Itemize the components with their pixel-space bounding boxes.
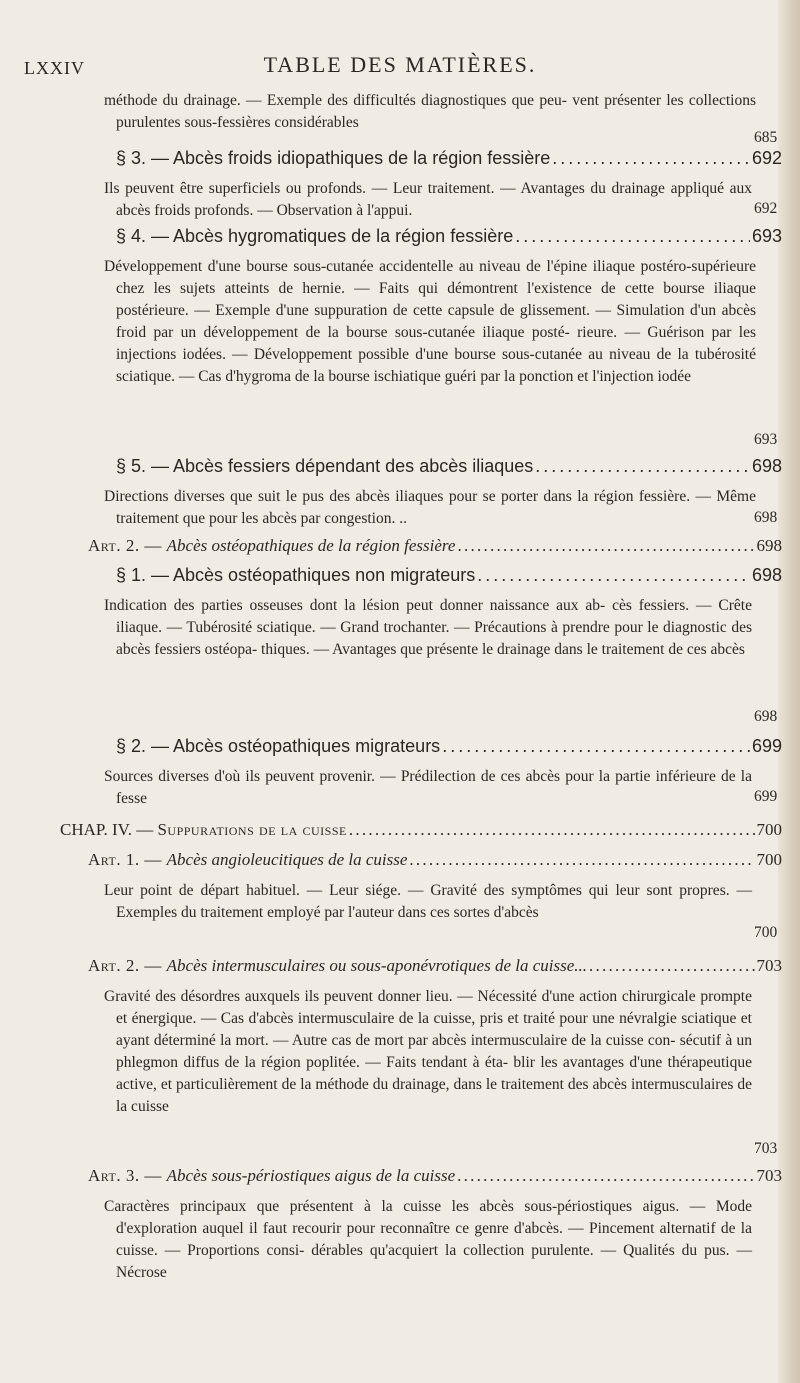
toc-summary <box>104 178 752 222</box>
toc-section <box>116 565 782 586</box>
article-title: Abcès sous-périostiques aigus de la cuisse <box>166 1166 456 1185</box>
toc-section <box>116 456 782 477</box>
summary-text: Développement d'une bourse sous-cutanée accidentelle au niveau de l'épine iliaque postéro-supérieure chez les sujets atteints de hernie. — Faits qui démontrent l'existence de cette bourse iliaque postérieure. — Exemple d'une suppuration de cette capsule de glissement. — Simulation d'un abcès froid par un développement de la bourse sous-cutanée iliaque posté- rieure. — Guérison par les injections iodées. — Développement possible d'une bourse sous-cutanée au niveau de la tubérosité sciatique. — Cas d'hygroma de la bourse ischiatique guéri par la ponction et l'injection iodée <box>104 258 756 385</box>
toc-summary <box>104 1196 752 1284</box>
toc-article <box>88 956 782 976</box>
page-number: 699 <box>754 788 778 805</box>
toc-summary <box>104 986 752 1118</box>
leader-dots <box>442 736 750 757</box>
article-heading <box>88 536 455 556</box>
section-label: § 3. — Abcès froids idiopathiques de la région fessière <box>116 148 551 168</box>
article-title: Abcès ostéopathiques de la région fessière <box>166 536 456 555</box>
leader-dots <box>515 226 750 247</box>
summary-text: Sources diverses d'où ils peuvent provenir. — Prédilection de ces abcès pour la partie inférieure de la fesse <box>104 768 752 807</box>
summary-text: Gravité des désordres auxquels ils peuvent donner lieu. — Nécessité d'une action chirurgicale prompte et énergique. — Cas d'abcès intermusculaire de la cuisse, pris et traité pour une névralgie sciatique et ayant déterminé la mort. — Autre cas de mort par abcès intermusculaire de la cuisse con- sécutif à un phlegmon diffus de la région poplitée. — Faits tendant à éta- blir les avantages d'une thérapeutique active, et particulièrement de la méthode du drainage, dans le traitement des abcès intermusculaires de la cuisse <box>104 988 752 1115</box>
toc-summary <box>104 880 752 924</box>
toc-summary <box>104 766 752 810</box>
summary-text: méthode du drainage. — Exemple des difficultés diagnostiques que peu- vent présenter les collections purulentes sous-fessières considérables <box>104 92 756 131</box>
page-number: 685 <box>754 129 778 146</box>
leader-dots <box>477 565 750 586</box>
page-number: 692 <box>754 200 778 217</box>
toc-article <box>88 536 782 556</box>
page-number: 698 <box>754 708 778 725</box>
leader-dots <box>409 850 754 870</box>
leader-dots <box>457 536 754 556</box>
toc-summary <box>104 90 756 134</box>
page-number: 703 <box>756 1166 782 1185</box>
summary-text: Ils peuvent être superficiels ou profonds. — Leur traitement. — Avantages du drainage appliqué aux abcès froids profonds. — Observation à l'appui. <box>104 180 752 219</box>
leader-dots <box>552 148 750 169</box>
page-number: 693 <box>751 226 782 246</box>
article-title: Abcès intermusculaires ou sous-aponévrotiques de la cuisse... <box>166 956 588 975</box>
folio: LXXIV <box>24 58 85 78</box>
article-number: Art. 3. — <box>88 1166 167 1185</box>
page-number: 693 <box>754 431 778 448</box>
toc-section <box>116 148 782 169</box>
article-heading <box>88 850 407 870</box>
toc-section <box>116 226 782 247</box>
section-label: § 4. — Abcès hygromatiques de la région fessière <box>116 226 514 246</box>
leader-dots <box>589 956 754 976</box>
leader-dots <box>349 820 755 840</box>
toc-summary <box>104 595 752 661</box>
article-heading <box>88 1166 455 1186</box>
page-number: 700 <box>754 924 778 941</box>
summary-text: Directions diverses que suit le pus des abcès iliaques pour se porter dans la région fessière. — Même traitement que pour les abcès par congestion. .. <box>104 488 756 527</box>
toc-summary <box>104 486 756 530</box>
article-title: Abcès angioleucitiques de la cuisse <box>166 850 408 869</box>
article-number: Art. 1. — <box>88 850 167 869</box>
running-head: TABLE DES MATIÈRES. <box>263 52 537 77</box>
leader-dots <box>457 1166 754 1186</box>
page-number: 700 <box>756 850 782 869</box>
summary-text: Leur point de départ habituel. — Leur siége. — Gravité des symptômes qui leur sont propres. — Exemples du traitement employé par l'auteur dans ces sortes d'abcès <box>104 882 752 921</box>
leader-dots <box>535 456 750 477</box>
page-number: 698 <box>751 456 782 476</box>
page-number: 703 <box>754 1140 778 1157</box>
page-number: 703 <box>756 956 782 975</box>
toc-article <box>88 850 782 870</box>
page-number: 698 <box>754 509 778 526</box>
summary-text: Caractères principaux que présentent à la cuisse les abcès sous-périostiques aigus. — Mode d'exploration auquel il faut recourir pour reconnaître ce genre d'abcès. — Pincement alternatif de la cuisse. — Proportions consi- dérables qu'acquiert la collection purulente. — Qualités du pus. — Nécrose <box>104 1198 752 1281</box>
page-number: 692 <box>751 148 782 168</box>
toc-article <box>88 1166 782 1186</box>
page-number: 698 <box>756 536 782 555</box>
section-label: § 1. — Abcès ostéopathiques non migrateurs <box>116 565 476 585</box>
article-heading <box>88 956 587 976</box>
chapter-number: CHAP. IV. — <box>60 820 158 839</box>
page-number: 699 <box>751 736 782 756</box>
toc-chapter <box>60 820 782 840</box>
toc-summary <box>104 256 756 388</box>
page-number: 700 <box>756 820 782 839</box>
toc-section <box>116 736 782 757</box>
section-label: § 5. — Abcès fessiers dépendant des abcès iliaques <box>116 456 534 476</box>
summary-text: Indication des parties osseuses dont la lésion peut donner naissance aux ab- cès fessiers. — Crête iliaque. — Tubérosité sciatique. — Grand trochanter. — Précautions à prendre pour le diagnostic des abcès fessiers ostéopa- thiques. — Avantages que présente le drainage dans le traitement de ces abcès <box>104 597 752 658</box>
section-label: § 2. — Abcès ostéopathiques migrateurs <box>116 736 441 756</box>
article-number: Art. 2. — <box>88 536 167 555</box>
page-header <box>0 50 800 86</box>
chapter-heading <box>60 820 347 840</box>
chapter-title: Suppurations de la cuisse <box>157 820 347 839</box>
article-number: Art. 2. — <box>88 956 167 975</box>
page-number: 698 <box>751 565 782 585</box>
